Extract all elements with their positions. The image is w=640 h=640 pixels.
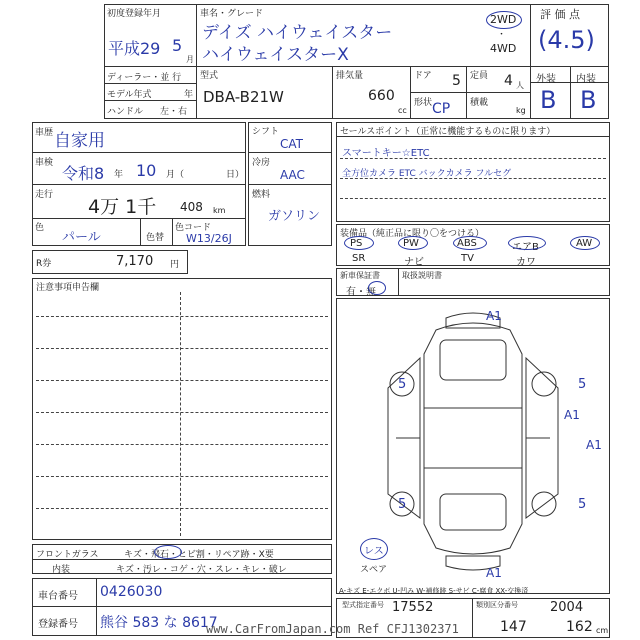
displacement-value: 660	[368, 88, 395, 104]
mark-rear: A1	[486, 566, 502, 580]
int-label: 内装	[576, 74, 596, 85]
circle-aw	[570, 236, 600, 250]
inspection-day-unit: 日）	[226, 170, 245, 180]
shift-label: シフト	[252, 127, 280, 137]
equip-navi: ナビ	[404, 257, 424, 268]
type-code-value: 17552	[392, 600, 434, 615]
circle-chip	[154, 545, 182, 559]
km-unit: km	[213, 206, 226, 215]
vin-label: 車台番号	[38, 591, 78, 602]
ac-label: 冷房	[252, 158, 271, 168]
equip-leather: カワ	[516, 257, 536, 268]
interior-label: 内装	[52, 565, 71, 575]
door-value: 5	[452, 73, 461, 89]
type-value: DBA-B21W	[203, 88, 284, 106]
recycle-value: 7,170	[116, 254, 154, 269]
equip-airbag: エアB	[512, 242, 539, 253]
cc-unit: cc	[398, 106, 407, 115]
interior-value: キズ・汚レ・コゲ・穴・スレ・キレ・破レ	[116, 565, 287, 575]
mark-wheel-fr: 5	[578, 377, 587, 392]
circle-warranty	[368, 281, 386, 295]
model-year-label: モデル年式	[107, 90, 152, 100]
spare-note: レス	[364, 546, 384, 557]
drive-2wd: 2WD	[490, 13, 517, 26]
class-code-value: 2004	[550, 600, 584, 615]
sales-line2: 全方位カメラ ETC バックカメラ フルセグ	[342, 169, 512, 179]
car-name-line1: デイズ ハイウェイスター	[202, 23, 393, 43]
cm-unit: cm	[596, 626, 609, 635]
capacity-value: 4	[504, 73, 513, 89]
recycle-label: R券	[36, 259, 52, 269]
reg-date-label: 初度登録年月	[107, 9, 162, 19]
circle-pw	[398, 236, 428, 250]
year-unit: 年	[184, 90, 194, 100]
usage-value: 自家用	[54, 131, 105, 151]
sales-title: セールスポイント（正常に機能するものに限ります）	[340, 127, 556, 137]
displacement-label: 排気量	[336, 71, 364, 81]
class-code-label: 類別区分番号	[476, 601, 518, 609]
notes-title: 注意事項申告欄	[36, 283, 100, 293]
equip-pw: PW	[403, 238, 419, 249]
equip-sr: SR	[352, 253, 366, 264]
inspection-year: 令和8	[62, 164, 105, 183]
reg-month: 5	[172, 36, 183, 55]
ext-value: B	[540, 86, 557, 114]
mark-right-rear: A1	[586, 438, 602, 452]
plate-label: 登録番号	[38, 619, 78, 630]
watermark: www.CarFromJapan.com Ref CFJ1302371	[206, 622, 459, 636]
sales-line1: スマートキー☆ETC	[342, 148, 430, 159]
equip-aw: AW	[576, 238, 593, 249]
mileage-value: 4万 1千	[88, 196, 157, 218]
usage-label: 車歴	[35, 128, 54, 138]
car-diagram	[336, 298, 610, 578]
mileage-label: 走行	[35, 190, 54, 200]
inspection-month-unit: 月（	[166, 170, 185, 180]
plate-value: 熊谷 583 な 8617	[100, 615, 218, 631]
score-value: (4.5)	[538, 26, 595, 54]
color-label: 色	[35, 223, 45, 233]
shape-value: CP	[432, 101, 451, 117]
color-code-value: W13/26J	[186, 232, 232, 245]
reg-year: 平成29	[108, 39, 161, 58]
circle-airbag	[508, 236, 546, 250]
fuel-label: 燃料	[252, 190, 271, 200]
door-label: ドア	[414, 71, 432, 81]
load-label: 積載	[470, 98, 489, 108]
shift-value: CAT	[280, 137, 303, 151]
mark-front: A1	[486, 309, 502, 323]
warranty-value: 有・無	[346, 287, 376, 298]
circle-ps	[344, 236, 374, 250]
mark-wheel-rr: 5	[578, 497, 587, 512]
mark-right-side: A1	[564, 408, 580, 422]
yen-unit: 円	[170, 260, 180, 270]
mark-wheel-fl: 5	[398, 377, 407, 392]
month-unit: 月	[186, 55, 194, 64]
front-glass-label: フロントガラス	[36, 550, 99, 560]
mark-wheel-rl: 5	[398, 497, 407, 512]
shape-label: 形状	[414, 98, 433, 108]
ac-value: AAC	[280, 168, 305, 182]
damage-legend: A-キズ E-エクボ U-凹み W-補修跡 S-サビ C-腐食 XX-交換済	[339, 587, 529, 595]
equip-abs: ABS	[457, 238, 477, 249]
color-code-label: 色コード	[175, 223, 212, 233]
book-label: 取扱説明書	[402, 271, 442, 280]
ext-label: 外装	[536, 74, 556, 85]
handle-value: 左・右	[160, 107, 188, 117]
recycle-frame	[32, 250, 188, 274]
equip-ps: PS	[350, 238, 363, 249]
drive-dot: ・	[497, 30, 507, 40]
spare-label: スペア	[360, 565, 388, 575]
equip-tv: TV	[461, 253, 474, 264]
capacity-unit: 人	[516, 81, 524, 90]
vin-value: 0426030	[100, 584, 163, 600]
name-grade-label: 車名・グレード	[200, 9, 264, 19]
dealer-label: ディーラー・並 行	[107, 73, 182, 83]
inspection-year-unit: 年	[114, 170, 124, 180]
drive-4wd: 4WD	[490, 42, 517, 55]
type-label: 型式	[200, 71, 219, 81]
fuel-value: ガソリン	[268, 209, 321, 224]
inspection-month: 10	[136, 161, 157, 180]
warranty-label: 新車保証書	[340, 271, 380, 280]
height-value: 162	[566, 619, 593, 635]
int-value: B	[580, 86, 597, 114]
repaint-label: 色替	[146, 233, 165, 243]
length-value: 147	[500, 619, 527, 635]
score-label: 評 価 点	[540, 8, 580, 21]
kg-unit: kg	[516, 106, 526, 115]
color-value: パール	[62, 230, 101, 245]
circle-abs	[453, 236, 487, 250]
notes-frame	[32, 278, 332, 540]
capacity-label: 定員	[470, 71, 489, 81]
car-name-line2: ハイウェイスターX	[202, 45, 349, 65]
front-glass-value: キズ・飛石・ヒビ割・リペア跡・X要	[124, 550, 274, 560]
inspection-label: 車検	[35, 158, 54, 168]
type-code-label: 型式指定番号	[342, 601, 384, 609]
equipment-title: 装備品（純正品に限り〇をつける）	[340, 229, 485, 239]
handle-label: ハンドル	[107, 107, 144, 117]
mileage-sub: 408	[180, 200, 203, 214]
